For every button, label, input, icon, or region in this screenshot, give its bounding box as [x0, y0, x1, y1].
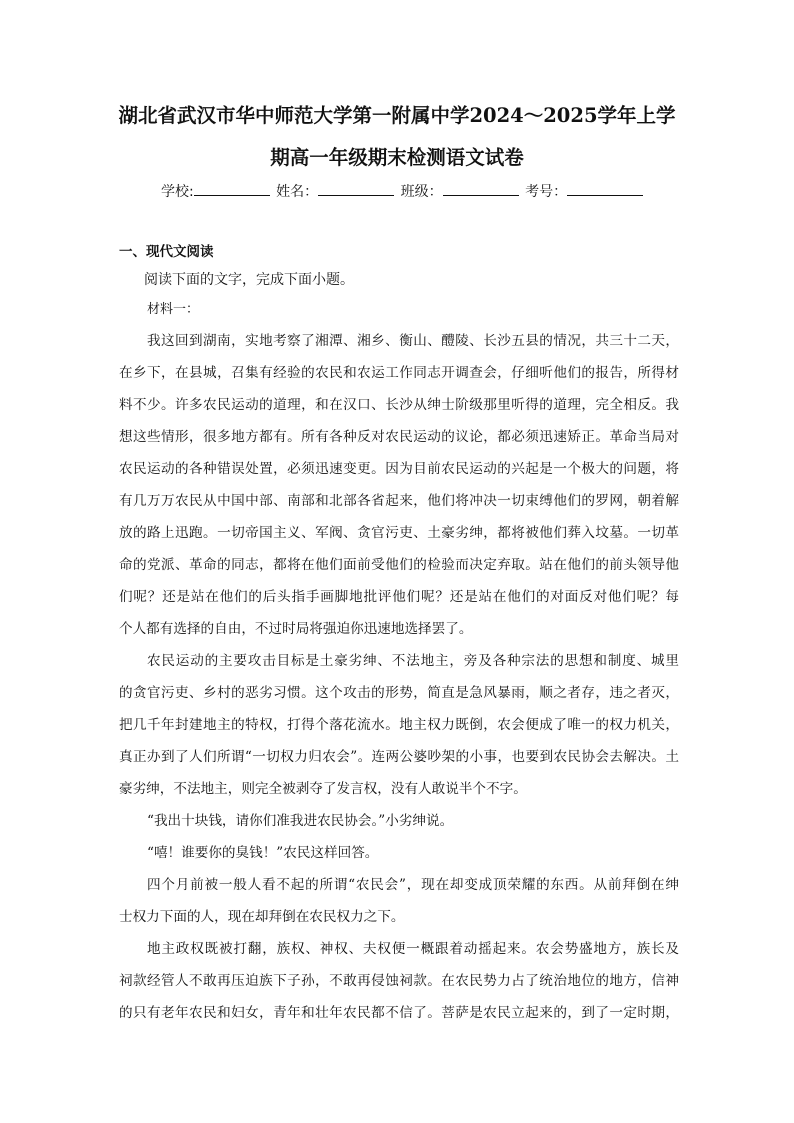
- text-line: 命的党派、革命的同志，都将在他们面前受他们的检验而决定弃取。站在他们的前头领导他: [119, 557, 679, 573]
- exam-number-label: 考号：: [525, 184, 568, 200]
- exam-number-blank[interactable]: [567, 181, 643, 196]
- text-line: 四个月前被一般人看不起的所谓“农民会”，现在却变成顶荣耀的东西。从前拜倒在绅: [147, 877, 679, 893]
- text-line: 个人都有选择的自由，不过时局将强迫你迅速地选择罢了。: [119, 621, 473, 637]
- school-blank[interactable]: [194, 181, 270, 196]
- text-line: 放的路上迅跑。一切帝国主义、军阀、贪官污吏、土豪劣绅，都将被他们葬入坟墓。一切革: [119, 525, 679, 541]
- text-line: 农民运动的各种错误处置，必须迅速变更。因为目前农民运动的兴起是一个极大的问题，将: [119, 461, 679, 477]
- text-line: 在乡下，在县城，召集有经验的农民和农运工作同志开调查会，仔细听他们的报告，所得材: [119, 365, 679, 381]
- class-label: 班级：: [400, 184, 443, 200]
- reading-instruction: 阅读下面的文字，完成下面小题。: [144, 272, 354, 288]
- text-line: 有几万万农民从中国中部、南部和北部各省起来，他们将冲决一切束缚他们的罗网，朝着解: [119, 493, 679, 509]
- text-line: 把几千年封建地主的特权，打得个落花流水。地主权力既倒，农会便成了唯一的权力机关，: [119, 717, 679, 733]
- text-line: 祠款经管人不敢再压迫族下子孙，不敢再侵蚀祠款。在农民势力占了统治地位的地方，信神: [119, 973, 679, 989]
- text-line: 我这回到湖南，实地考察了湘潭、湘乡、衡山、醴陵、长沙五县的情况，共三十二天，: [147, 333, 679, 349]
- text-line: “我出十块钱，请你们准我进农民协会。”小劣绅说。: [147, 813, 454, 829]
- text-line: 地主政权既被打翻，族权、神权、夫权便一概跟着动摇起来。农会势盛地方，族长及: [147, 941, 679, 957]
- text-line: 农民运动的主要攻击目标是土豪劣绅、不法地主，旁及各种宗法的思想和制度、城里: [147, 653, 679, 669]
- text-line: 的贪官污吏、乡村的恶劣习惯。这个攻击的形势，简直是急风暴雨，顺之者存，违之者灭，: [119, 685, 679, 701]
- exam-title-line-2: 期高一年级期末检测语文试卷: [270, 146, 524, 169]
- text-line: 想这些情形，很多地方都有。所有各种反对农民运动的议论，都必须迅速矫正。革命当局对: [119, 429, 679, 445]
- text-line: 的只有老年农民和妇女，青年和壮年农民都不信了。菩萨是农民立起来的，到了一定时期，: [119, 1005, 679, 1021]
- text-line: 们呢？还是站在他们的后头指手画脚地批评他们呢？还是站在他们的对面反对他们呢？每: [119, 589, 679, 605]
- text-line: 料不少。许多农民运动的道理，和在汉口、长沙从绅士阶级那里听得的道理，完全相反。我: [119, 397, 679, 413]
- text-line: 士权力下面的人，现在却拜倒在农民权力之下。: [119, 909, 405, 925]
- school-label: 学校:: [161, 184, 194, 200]
- name-blank[interactable]: [318, 181, 394, 196]
- material-label: 材料一：: [147, 302, 200, 317]
- text-line: 豪劣绅，不法地主，则完全被剥夺了发言权，没有人敢说半个不字。: [119, 781, 527, 797]
- section-heading: 一、现代文阅读: [119, 244, 214, 260]
- name-label: 姓名：: [276, 184, 319, 200]
- text-line: 真正办到了人们所谓“一切权力归农会”。连两公婆吵架的小事，也要到农民协会去解决。土: [119, 749, 679, 765]
- text-line: “嘻！谁要你的臭钱！”农民这样回答。: [147, 845, 379, 861]
- student-info-row: [161, 181, 645, 202]
- exam-title-line-1: 湖北省武汉市华中师范大学第一附属中学2024～2025学年上学: [118, 104, 676, 127]
- class-blank[interactable]: [443, 181, 519, 196]
